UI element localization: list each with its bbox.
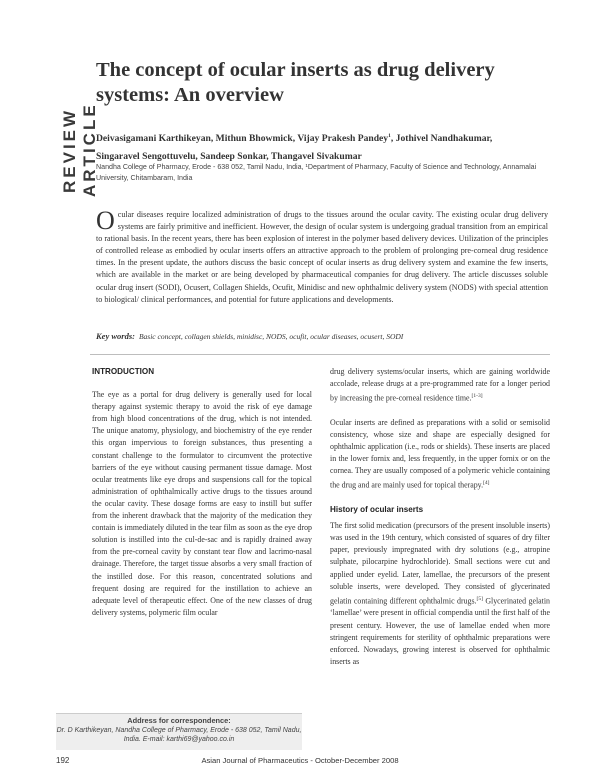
- citation-ref: [1-3]: [471, 393, 483, 400]
- keywords-label: Key words:: [96, 331, 135, 341]
- right-paragraph-1: drug delivery systems/ocular inserts, which are gaining worldwide accolade, release drugs at a pre-programmed rate for a longer period by increasing the pre-corneal residence time.[1-3]: [330, 367, 550, 403]
- citation-ref: [4]: [483, 480, 490, 487]
- author-list: [96, 127, 546, 166]
- affiliation: Nandha College of Pharmacy, Erode - 638 052, Tamil Nadu, India, ¹Department of Pharmacy, Faculty of Science and Technology, Annamalai University, Chitambaram, India: [96, 163, 537, 182]
- right-paragraph-2: Ocular inserts are defined as preparations with a solid or semisolid consistency, whose size and shape are especially designed for ophthalmic application (i.e., rods or shields). These inserts are placed in the lower fornix and, less frequently, in the upper fornix or on the cornea. They are usually composed of a polymeric vehicle containing the drug and are mainly used for topical therapy.[4]: [330, 417, 550, 490]
- section-divider: [90, 354, 550, 355]
- abstract: [96, 206, 548, 306]
- introduction-heading: INTRODUCTION: [92, 367, 155, 376]
- affiliation-marker: 1: [388, 133, 391, 139]
- correspondence-title: Address for correspondence:: [127, 716, 231, 725]
- keywords: [96, 331, 548, 342]
- correspondence-body: Dr. D Karthikeyan, Nandha College of Pharmacy, Erode - 638 052, Tamil Nadu, India. E-mail: karthi69@yahoo.co.in: [56, 726, 302, 744]
- right-column: [330, 366, 550, 680]
- history-heading: History of ocular inserts: [330, 505, 424, 515]
- correspondence-box: [56, 713, 302, 750]
- keywords-text: Basic concept, collagen shields, minidisc, NODS, ocufit, ocular diseases, ocusert, SODI: [138, 332, 404, 341]
- author-line-1: Deivasigamani Karthikeyan, Mithun Bhowmick, Vijay Prakesh Pandey$^1$, Jothivel Nandhakumar,: [96, 133, 493, 145]
- abstract-text: cular diseases require localized administration of drugs to the tissues around the ocular cavity. The existing ocular drug delivery systems are fairly primitive and inefficient. However, the design of ocular system is undergoing gradual transition from an empirical to rational basis. In the recent years, there has been explosion of interest in the polymer based delivery devices. Utilization of the principles of controlled release as embodied by ocular inserts offers an attractive approach to the problem of prolonging pre-corneal drug residence times. In the present update, the authors discuss the basic concept of ocular inserts as drug delivery system and examine the few inserts, which are available in the market or are being developed by pharmaceutical companies for drug delivery. The article discusses soluble ocular drug insert (SODI), Ocusert, Collagen Shields, Ocufit, Minidisc and new ophthalmic delivery system (NODS) with special attention to biological/ clinical performances, and potential for future applications and developments.: [96, 210, 548, 304]
- citation-ref: [5]: [476, 595, 483, 602]
- introduction-paragraph: The eye as a portal for drug delivery is generally used for local therapy against systemic therapy to avoid the risk of eye damage from high blood concentrations of the drug, which is not intended. The unique anatomy, physiology, and biochemistry of the eye render this organ impervious to foreign substances, thus presenting a constant challenge to the formulator to circumvent the protective barriers of the eye without causing permanent tissue damage. Most ocular treatments like eye drops and suspensions call for the topical administration of ophthalmically active drugs to the tissues around the ocular cavity. These dosage forms are easy to instill but suffer from the inherent drawback that the majority of the medication they contain is immediately diluted in the tear film as soon as the eye drop solution is instilled into the cul-de-sac and is rapidly drained away from the pre-corneal cavity by constant tear flow and lacrimo-nasal drainage. Therefore, the target tissue absorbs a very small fraction of the instilled dose. For this reason, concentrated solutions and frequent dosing are required for the instillation to achieve an adequate level of therapeutic effect. One of the new classes of drug delivery systems, polymeric film ocular: [92, 390, 312, 617]
- author-line-2: Singaravel Sengottuvelu, Sandeep Sonkar, Thangavel Sivakumar: [96, 151, 362, 163]
- drop-cap: O: [96, 206, 115, 235]
- article-type-label: REVIEW ARTICLE: [60, 102, 99, 198]
- page-number: 192: [56, 756, 70, 765]
- journal-footer: Asian Journal of Pharmaceutics - October-December 2008: [201, 756, 399, 765]
- article-title: The concept of ocular inserts as drug delivery systems: An overview: [96, 59, 495, 106]
- right-paragraph-3: The first solid medication (precursors of the present insoluble inserts) was used in the 19th century, which consisted of squares of dry filter paper, previously impregnated with dry solutions (e.g., atropine sulphate, pilocarpine hydrochloride). Small sections were cut and applied under eyelid. Later, lamellae, the precursors of the present soluble inserts, were developed. They consisted of glycerinated gelatin containing different ophthalmic drugs.[5] Glycerinated gelatin ‘lamellae’ were present in official compendia until the first half of the present century. However, the use of lamellae ended when more stringent requirements for sterility of ophthalmic preparations were enforced. Nowadays, growing interest is observed for ophthalmic inserts as: [330, 521, 550, 666]
- left-column: [92, 366, 312, 631]
